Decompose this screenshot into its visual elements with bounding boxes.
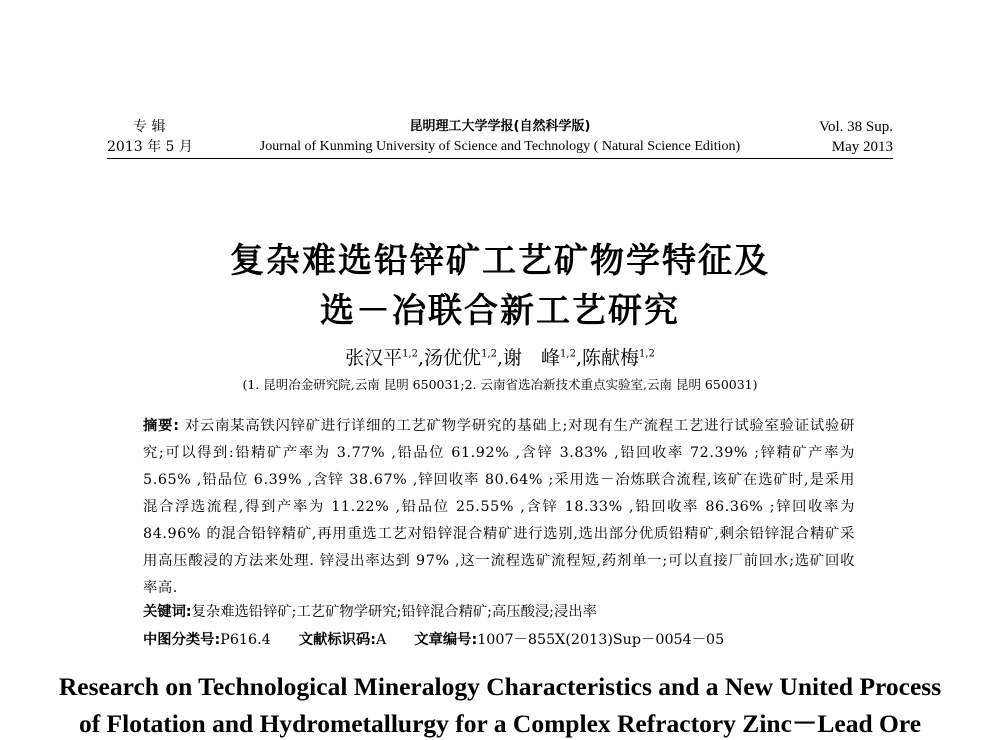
author-affiliation-mark: 1,2	[481, 348, 497, 360]
header-rule	[107, 158, 893, 159]
paper-title-line-2: 选－冶联合新工艺研究	[320, 291, 680, 331]
clc-value: P616.4	[220, 632, 271, 648]
article-number-label: 文章编号:	[414, 632, 478, 648]
author-affiliation-mark: 1,2	[402, 348, 418, 360]
author-separator: ,	[496, 347, 504, 369]
abstract-label: 摘要:	[143, 418, 180, 434]
issue-date-en: May 2013	[831, 139, 893, 155]
author-separator: ,	[418, 347, 425, 369]
author-affiliation-mark: 1,2	[560, 348, 576, 360]
volume-label: Vol. 38 Sup.	[819, 119, 893, 135]
author-affiliation-mark: 1,2	[639, 348, 655, 360]
author-name: 张汉平	[345, 347, 403, 369]
author-separator: ,	[575, 347, 582, 369]
classification-line	[143, 629, 724, 649]
doc-code-value: A	[375, 632, 387, 648]
author-name: 谢 峰	[503, 347, 561, 369]
paper-title-line-1: 复杂难选铅锌矿工艺矿物学特征及	[230, 241, 770, 281]
issue-date-cn: 2013 年 5 月	[107, 139, 193, 155]
special-issue-label: 专 辑	[133, 119, 166, 135]
journal-name-cn: 昆明理工大学学报(自然科学版)	[409, 119, 591, 134]
journal-name-en: Journal of Kunming University of Science and Technology ( Natural Science Edition)	[259, 139, 741, 154]
affiliation: (1. 昆明冶金研究院,云南 昆明 650031;2. 云南省选冶新技术重点实验室,云南 昆明 650031)	[242, 377, 758, 392]
doc-code-label: 文献标识码:	[298, 632, 376, 648]
keywords-line	[143, 601, 597, 621]
abstract-text: 对云南某高铁闪锌矿进行详细的工艺矿物学研究的基础上;对现有生产流程工艺进行试验室验证试验研究;可以得到:铅精矿产率为 3.77% ,铅品位 61.92% ,含锌 3.83% ,铅回收率 72.39% ;锌精矿产率为 5.65% ,铅品位 6.39% ,含锌 38.67% ,锌回收率 80.64% ;采用选－冶炼联合流程,该矿在选矿时,是采用混合浮选流程,得到产率为 11.22% ,铅品位 25.55% ,含锌 18.33% ,铅回收率 86.36% ;锌回收率为 84.96% 的混合铅锌精矿,再用重选工艺对铅锌混合精矿进行选别,选出部分优质铅精矿,剩余铅锌混合精矿采用高压酸浸的方法来处理. 锌浸出率达到 97% ,这一流程选矿流程短,药剂单一;可以直接厂前回水;选矿回收率高.	[143, 418, 855, 596]
article-number-value: 1007－855X(2013)Sup－0054－05	[477, 632, 725, 648]
author-name: 汤优优	[424, 347, 482, 369]
english-title-line-1: Research on Technological Mineralogy Characteristics and a New United Process	[58, 672, 942, 701]
author-list	[0, 343, 1000, 370]
keywords-text: 复杂难选铅锌矿;工艺矿物学研究;铅锌混合精矿;高压酸浸;浸出率	[191, 604, 597, 620]
keywords-label: 关键词:	[143, 604, 192, 620]
abstract	[143, 413, 855, 602]
author-name: 陈献梅	[581, 347, 639, 369]
english-title-line-2: of Flotation and Hydrometallurgy for a Complex Refractory Zinc－Lead Ore	[78, 709, 922, 738]
clc-label: 中图分类号:	[143, 632, 221, 648]
